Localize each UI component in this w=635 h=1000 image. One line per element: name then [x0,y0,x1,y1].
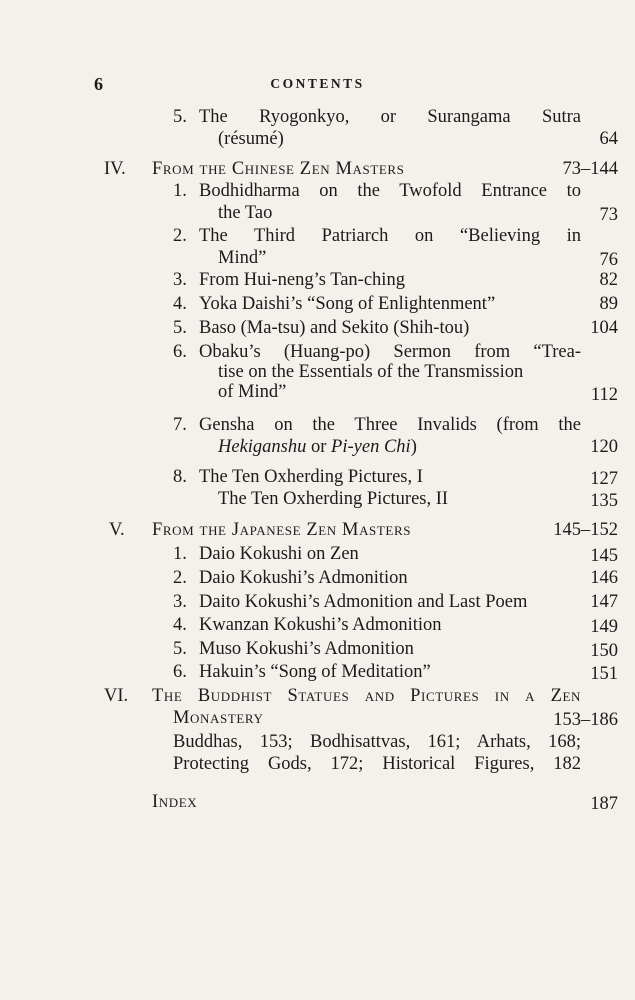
page-ref: 145 [590,546,618,566]
entry-title: The Ten Oxherding Pictures, II [218,489,449,509]
italic-title: Hekiganshu [218,437,307,457]
entry-title: Hakuin’s “Song of Meditation” [199,662,431,682]
entry-number: 1. [173,544,187,564]
entry-title: Daito Kokushi’s Admonition and Last Poem [199,592,528,612]
entry-number: 5. [173,318,187,338]
page-ref: 135 [590,491,618,511]
entry-number: 6. [173,342,187,362]
page-number: 6 [94,74,103,94]
entry-title-continued: tise on the Essentials of the Transmission [218,362,524,382]
page-ref: 146 [590,568,618,588]
page-ref: 151 [590,664,618,684]
entry-number: 4. [173,615,187,635]
page-ref: 73 [599,205,618,225]
page-ref: 76 [599,250,618,270]
page-ref: 104 [590,318,618,338]
page-ref: 112 [590,385,618,405]
entry-number: 3. [173,592,187,612]
page-range: 145–152 [553,520,618,540]
entry-number: 2. [173,226,187,246]
page-ref: 120 [590,437,618,457]
page-range: 153–186 [553,710,618,730]
entry-title-continued: the Tao [218,203,273,223]
entry-title: Gensha on the Three Invalids (from the [199,415,581,435]
entry-number: 2. [173,568,187,588]
entry-title: Muso Kokushi’s Admonition [199,639,414,659]
page-ref: 187 [590,794,618,814]
entry-number: 5. [173,107,187,127]
entry-title: Yoka Daishi’s “Song of Enlightenment” [199,294,496,314]
entry-number: 4. [173,294,187,314]
part-numeral: IV. [104,159,126,179]
entry-title: From Hui-neng’s Tan-ching [199,270,405,290]
running-head: CONTENTS [270,76,365,91]
entry-title: Baso (Ma-tsu) and Sekito (Shih-tou) [199,318,470,338]
italic-title: Pi-yen Chi [331,437,411,457]
entry-title: The Ryogonkyo, or Surangama Sutra [199,107,581,127]
entry-number: 1. [173,181,187,201]
part-numeral: V. [109,520,125,540]
entry-title: The Third Patriarch on “Believing in [199,226,581,246]
page-ref: 64 [599,129,618,149]
entry-number: 3. [173,270,187,290]
part-title-continued: Monastery [173,708,264,728]
part-numeral: VI. [104,686,129,706]
page-range: 73–144 [562,159,618,179]
entry-title-continued [218,436,417,458]
entry-title-continued: (résumé) [218,129,284,149]
part-title: The Buddhist Statues and Pictures in a Zen [152,686,581,706]
part-title: From the Chinese Zen Masters [152,159,405,179]
page-ref: 149 [590,617,618,637]
page-ref: 127 [590,469,618,489]
entry-title: Bodhidharma on the Twofold Entrance to [199,181,581,201]
part-detail: Protecting Gods, 172; Historical Figures, 182 [173,754,581,774]
page-ref: 82 [599,270,618,290]
entry-title: Kwanzan Kokushi’s Admonition [199,615,442,635]
entry-title: Daio Kokushi’s Admonition [199,568,408,588]
page-ref: 147 [590,592,618,612]
entry-title: Daio Kokushi on Zen [199,544,359,564]
entry-number: 8. [173,467,187,487]
entry-title: The Ten Oxherding Pictures, I [199,467,423,487]
entry-title-continued: of Mind” [218,382,287,402]
entry-title: Obaku’s (Huang-po) Sermon from “Trea- [199,342,581,362]
entry-number: 5. [173,639,187,659]
title-connector: or [306,437,332,457]
index-title: Index [152,792,198,812]
page-ref: 150 [590,641,618,661]
entry-number: 6. [173,662,187,682]
entry-number: 7. [173,415,187,435]
closing-paren: ) [410,437,417,457]
page-ref: 89 [599,294,618,314]
part-detail: Buddhas, 153; Bodhisattvas, 161; Arhats, 168; [173,732,581,752]
part-title: From the Japanese Zen Masters [152,520,412,540]
entry-title-continued: Mind” [218,248,267,268]
